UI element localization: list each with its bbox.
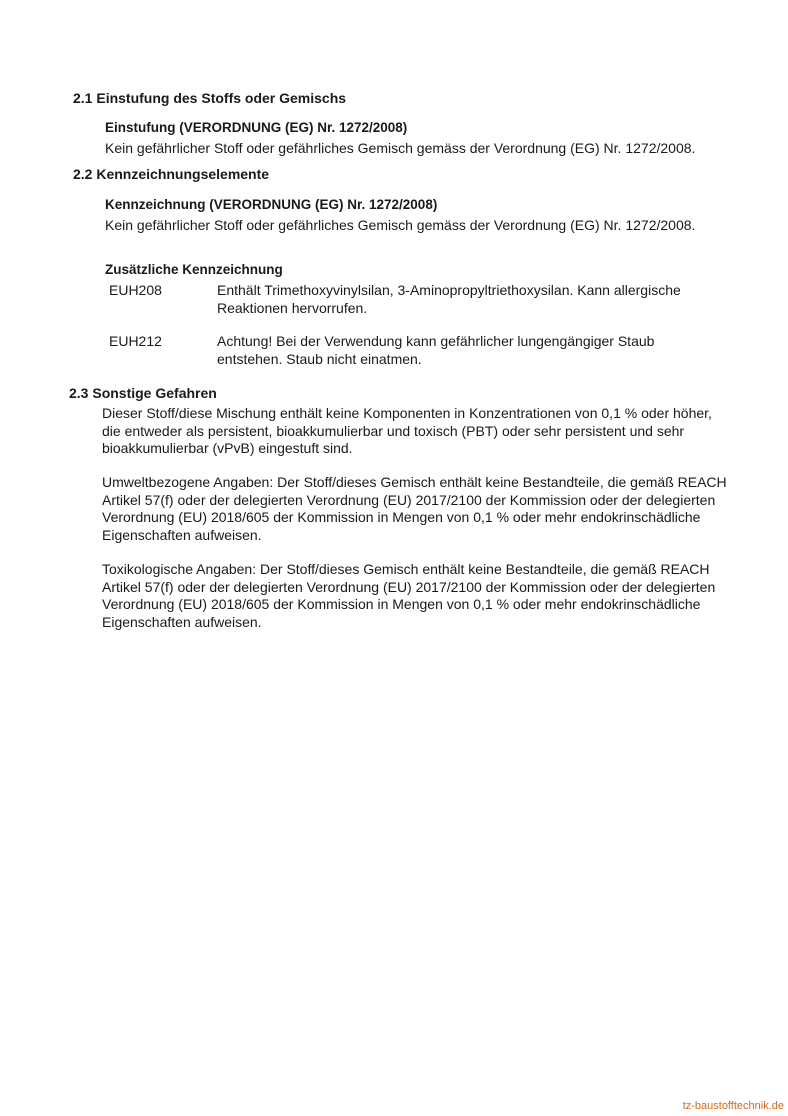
section-2-1-heading: 2.1 Einstufung des Stoffs oder Gemischs: [73, 90, 347, 106]
hazard-statement: Enthält Trimethoxyvinylsilan, 3-Aminopropyltriethoxysilan. Kann allergische Reaktionen hervorrufen.: [217, 282, 681, 316]
hazard-code: EUH212: [109, 333, 162, 349]
hazard-code: EUH208: [109, 282, 162, 298]
section-2-2-subheading: Kennzeichnung (VERORDNUNG (EG) Nr. 1272/2008): [105, 197, 438, 212]
additional-labeling-heading: Zusätzliche Kennzeichnung: [105, 262, 283, 277]
section-2-3-paragraph: Toxikologische Angaben: Der Stoff/dieses Gemisch enthält keine Bestandteile, die gemäß REACH Artikel 57(f) oder der delegierten Verordnung (EU) 2017/2100 der Kommission oder der delegierten Verordnung (EU) 2018/605 der Kommission in Mengen von 0,1 % oder mehr endokrinschädliche Eigenschaften aufweisen.: [102, 561, 716, 630]
hazard-statement: Achtung! Bei der Verwendung kann gefährlicher lungengängiger Staub entstehen. Staub nicht einatmen.: [217, 333, 655, 367]
section-2-1-text: Kein gefährlicher Stoff oder gefährliches Gemisch gemäss der Verordnung (EG) Nr. 1272/2008.: [105, 140, 696, 156]
section-2-3-heading: 2.3 Sonstige Gefahren: [69, 385, 217, 401]
section-2-3-paragraph: Dieser Stoff/diese Mischung enthält keine Komponenten in Konzentrationen von 0,1 % oder höher, die entweder als persistent, bioakkumulierbar und toxisch (PBT) oder sehr persistent und sehr bioakkumulierbar (vPvB) eingestuft sind.: [102, 405, 712, 456]
section-2-2-text: Kein gefährlicher Stoff oder gefährliches Gemisch gemäss der Verordnung (EG) Nr. 1272/2008.: [105, 217, 696, 233]
section-2-3-paragraph: Umweltbezogene Angaben: Der Stoff/dieses Gemisch enthält keine Bestandteile, die gemäß REACH Artikel 57(f) oder der delegierten Verordnung (EU) 2017/2100 der Kommission oder der delegierten Verordnung (EU) 2018/605 der Kommission in Mengen von 0,1 % oder mehr endokrinschädliche Eigenschaften aufweisen.: [102, 474, 727, 543]
watermark: tz-baustofftechnik.de: [682, 1100, 784, 1112]
section-2-2-heading: 2.2 Kennzeichnungselemente: [73, 166, 270, 182]
section-2-1-subheading: Einstufung (VERORDNUNG (EG) Nr. 1272/2008): [105, 120, 408, 135]
